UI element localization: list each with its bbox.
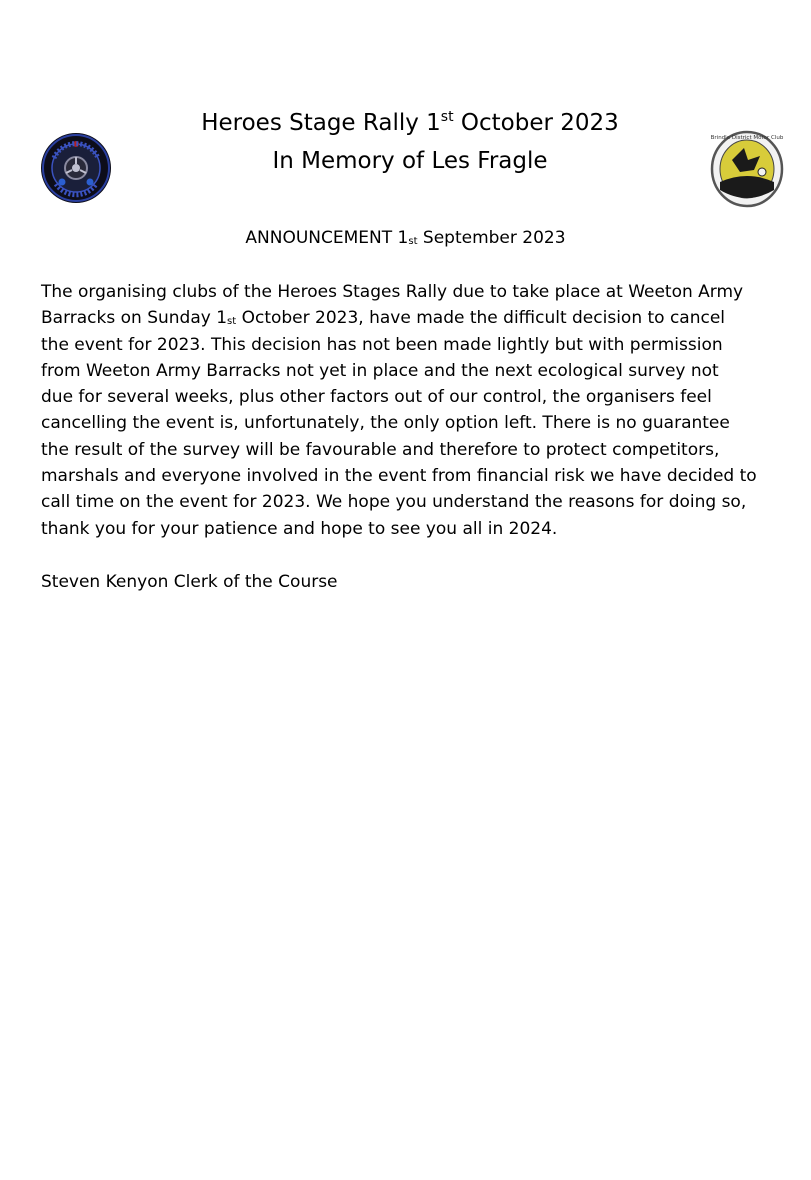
announcement-ordinal: st xyxy=(408,236,418,247)
title-text: Heroes Stage Rally 1 xyxy=(201,110,441,136)
title-ordinal: st xyxy=(440,109,454,125)
title-line-event xyxy=(150,104,670,142)
body-line xyxy=(41,305,786,331)
svg-text:Brindle District Motor Club: Brindle District Motor Club xyxy=(710,135,784,141)
body-line: the result of the survey will be favourable and therefore to protect competitors, xyxy=(41,439,720,460)
body-line: The organising clubs of the Heroes Stages Rally due to take place at Weeton Army xyxy=(41,282,744,302)
announcement-body xyxy=(41,279,786,542)
body-line: thank you for your patience and hope to see you all in 2024. xyxy=(41,518,558,539)
body-line: marshals and everyone involved in the event from financial risk we have decided to xyxy=(41,466,757,487)
announcement-date: September 2023 xyxy=(417,228,566,248)
body-line: from Weeton Army Barracks not yet in place and the next ecological survey not xyxy=(41,360,719,381)
announcement-heading xyxy=(0,226,811,250)
body-line: the event for 2023. This decision has not been made lightly but with permission xyxy=(41,334,723,355)
body-line: call time on the event for 2023. We hope you understand the reasons for doing so, xyxy=(41,492,747,513)
title-line-memorial: In Memory of Les Fragle xyxy=(272,148,548,174)
body-text-fragment: Barracks on Sunday 1 xyxy=(41,308,228,329)
club-badge-icon xyxy=(40,132,112,204)
body-ordinal: st xyxy=(227,316,237,328)
motor-club-badge-icon xyxy=(710,130,784,208)
body-text-fragment: October 2023, have made the difficult decision to cancel xyxy=(236,308,726,329)
title-date: October 2023 xyxy=(453,110,619,136)
body-line: due for several weeks, plus other factors out of our control, the organisers feel xyxy=(41,387,712,408)
signature: Steven Kenyon Clerk of the Course xyxy=(41,572,338,592)
announcement-label: ANNOUNCEMENT 1 xyxy=(245,228,409,248)
body-line: cancelling the event is, unfortunately, the only option left. There is no guarantee xyxy=(41,413,730,434)
document-title xyxy=(150,104,670,180)
